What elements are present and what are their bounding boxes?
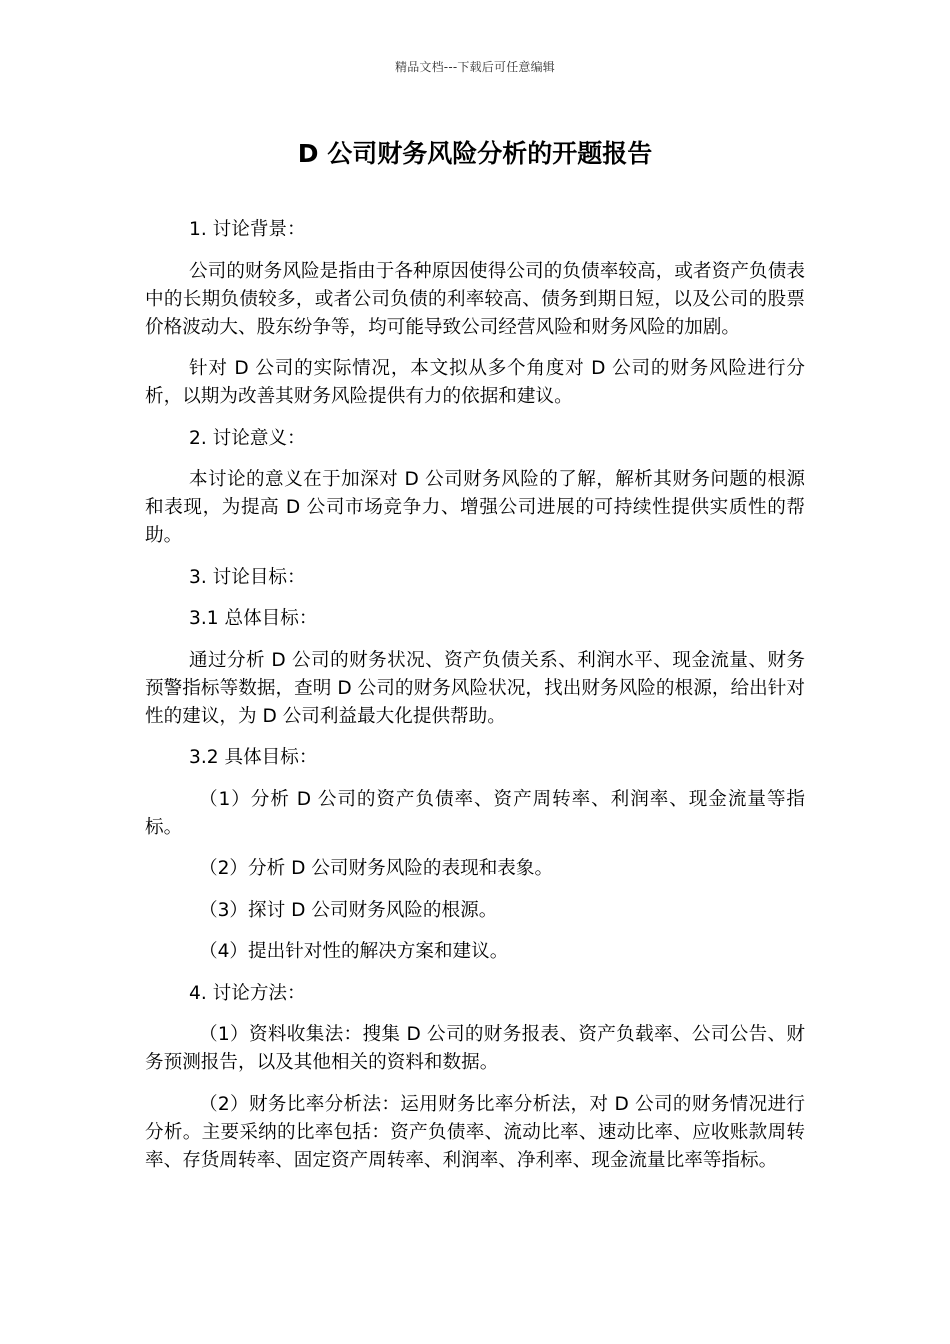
paragraph-background-1: 公司的财务风险是指由于各种原因使得公司的负债率较高，或者资产负债表中的长期负债较多，或者公司负债的利率较高、债务到期日短，以及公司的股票价格波动大、股东纷争等，均可能导致公司经营风险和财务风险的加剧。 xyxy=(145,260,805,338)
list-item-objective-4: （4）提出针对性的解决方案和建议。 xyxy=(199,941,509,962)
section-heading-methods: 4. 讨论方法： xyxy=(189,982,306,1004)
subsection-heading-specific-objectives: 3.2 具体目标： xyxy=(189,747,318,768)
section-heading-significance: 2. 讨论意义： xyxy=(189,427,306,449)
document-body xyxy=(145,216,805,1188)
paragraph-significance: 本讨论的意义在于加深对 D 公司财务风险的了解，解析其财务问题的根源和表现，为提高 D 公司市场竞争力、增强公司进展的可持续性提供实质性的帮助。 xyxy=(145,469,805,546)
page-header: 精品文档---下载后可任意编辑 xyxy=(395,60,555,74)
list-item-objective-2: （2）分析 D 公司财务风险的表现和表象。 xyxy=(199,858,554,879)
document-title: D 公司财务风险分析的开题报告 xyxy=(297,139,653,168)
subsection-heading-overall-objective: 3.1 总体目标： xyxy=(189,608,318,629)
list-item-method-2: （2）财务比率分析法：运用财务比率分析法，对 D 公司的财务情况进行分析。主要采纳的比率包括：资产负债率、流动比率、速动比率、应收账款周转率、存货周转率、固定资产周转率、利润率、净利率、现金流量比率等指标。 xyxy=(145,1093,805,1171)
list-item-method-1: （1）资料收集法：搜集 D 公司的财务报表、资产负载率、公司公告、财务预测报告，以及其他相关的资料和数据。 xyxy=(145,1024,805,1073)
section-heading-background: 1. 讨论背景： xyxy=(189,219,306,240)
list-item-objective-3: （3）探讨 D 公司财务风险的根源。 xyxy=(199,899,498,921)
paragraph-background-2: 针对 D 公司的实际情况，本文拟从多个角度对 D 公司的财务风险进行分析，以期为改善其财务风险提供有力的依据和建议。 xyxy=(145,358,805,407)
list-item-objective-1: （1）分析 D 公司的资产负债率、资产周转率、利润率、现金流量等指标。 xyxy=(145,788,805,838)
section-heading-objectives: 3. 讨论目标： xyxy=(189,566,306,588)
paragraph-overall-objective: 通过分析 D 公司的财务状况、资产负债关系、利润水平、现金流量、财务预警指标等数据，查明 D 公司的财务风险状况，找出财务风险的根源，给出针对性的建议，为 D 公司利益最大化提供帮助。 xyxy=(145,649,805,727)
